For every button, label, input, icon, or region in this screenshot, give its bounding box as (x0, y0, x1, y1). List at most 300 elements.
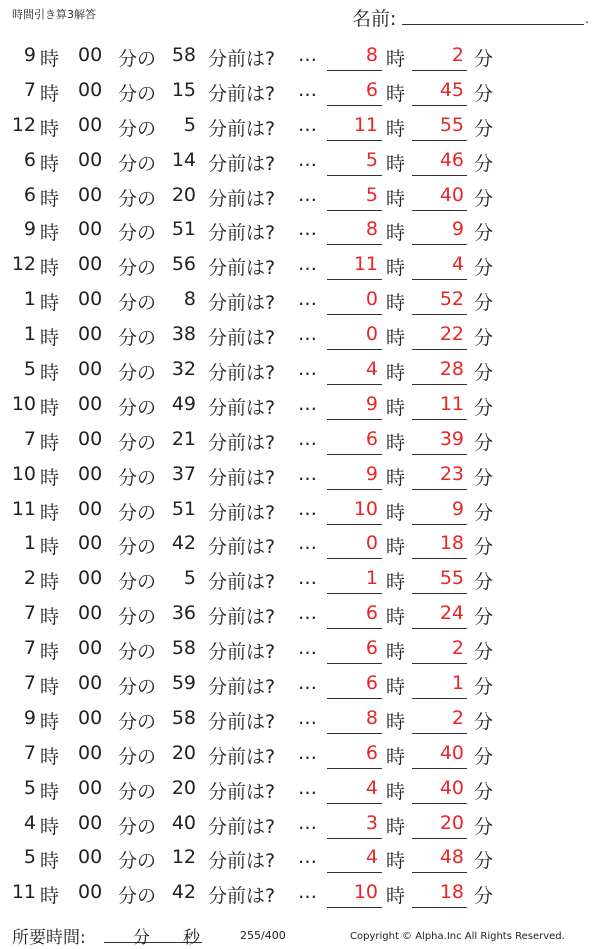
before-question-label: 分前は? (208, 710, 276, 733)
problem-row (0, 179, 600, 214)
answer-hour-underline (327, 733, 382, 734)
answer-minute-unit-label: 分 (474, 431, 494, 454)
before-question-label: 分前は? (208, 780, 276, 803)
minute-of-label: 分の (118, 82, 157, 105)
answer-hour: 10 (353, 497, 378, 520)
answer-hour: 10 (353, 881, 378, 904)
start-hour: 9 (23, 706, 36, 729)
start-hour: 7 (23, 741, 36, 764)
answer-hour-underline (327, 175, 382, 176)
answer-hour: 9 (365, 392, 378, 415)
answer-minute: 2 (451, 44, 464, 66)
before-question-label: 分前は? (208, 362, 276, 385)
answer-minute-unit-label: 分 (474, 885, 494, 908)
answer-hour-unit-label: 時 (386, 187, 406, 210)
minute-of-label: 分の (118, 48, 157, 70)
answer-hour-unit-label: 時 (386, 780, 406, 803)
answer-minute-underline (412, 628, 467, 629)
start-minutes: 00 (78, 392, 103, 415)
answer-hour-underline (327, 210, 382, 211)
start-minutes: 00 (78, 602, 103, 625)
start-hour: 5 (23, 358, 36, 381)
time-minute-label: 分 (133, 928, 150, 948)
answer-hour: 8 (365, 218, 378, 241)
answer-minute: 40 (439, 776, 464, 799)
answer-minute: 55 (439, 567, 464, 590)
answer-minute: 20 (439, 811, 464, 834)
ellipsis-label: … (298, 113, 317, 136)
ellipsis-label: … (298, 811, 317, 834)
start-minutes: 00 (78, 462, 103, 485)
minutes-before: 5 (183, 113, 196, 136)
before-question-label: 分前は? (208, 850, 276, 873)
start-minutes: 00 (78, 672, 103, 695)
start-minutes: 00 (78, 78, 103, 101)
answer-hour-unit-label: 時 (386, 257, 406, 280)
ellipsis-label: … (298, 567, 317, 590)
answer-hour-underline (327, 489, 382, 490)
ellipsis-label: … (298, 148, 317, 171)
ellipsis-label: … (298, 358, 317, 381)
problem-row (0, 213, 600, 248)
problem-row (0, 39, 600, 74)
start-minutes: 00 (78, 741, 103, 764)
answer-minute: 18 (439, 532, 464, 555)
before-question-label: 分前は? (208, 48, 276, 70)
answer-hour-unit-label: 時 (386, 745, 406, 768)
hour-unit-label: 時 (40, 466, 60, 489)
start-minutes: 00 (78, 497, 103, 520)
minutes-before: 58 (171, 637, 196, 660)
answer-minute: 18 (439, 881, 464, 904)
answer-minute: 52 (439, 288, 464, 311)
start-hour: 1 (23, 532, 36, 555)
answer-hour: 4 (365, 776, 378, 799)
minutes-before: 32 (171, 358, 196, 381)
answer-hour-unit-label: 時 (386, 466, 406, 489)
minutes-before: 51 (171, 218, 196, 241)
start-minutes: 00 (78, 323, 103, 346)
minute-of-label: 分の (118, 745, 157, 768)
minutes-before: 8 (183, 288, 196, 311)
answer-minute: 28 (439, 358, 464, 381)
problem-row (0, 458, 600, 493)
ellipsis-label: … (298, 253, 317, 276)
answer-minute: 45 (439, 78, 464, 101)
before-question-label: 分前は? (208, 396, 276, 419)
answer-hour-underline (327, 349, 382, 350)
answer-minute: 2 (451, 706, 464, 729)
problem-row (0, 527, 600, 562)
answer-hour: 4 (365, 358, 378, 381)
minute-of-label: 分の (118, 466, 157, 489)
problem-row (0, 702, 600, 737)
answer-hour-unit-label: 時 (386, 82, 406, 105)
problem-row (0, 423, 600, 458)
answer-hour: 8 (365, 706, 378, 729)
start-hour: 1 (23, 323, 36, 346)
answer-hour-underline (327, 140, 382, 141)
answer-hour-underline (327, 803, 382, 804)
answer-minute: 22 (439, 323, 464, 346)
answer-hour-underline (327, 70, 382, 71)
minute-of-label: 分の (118, 257, 157, 280)
minute-of-label: 分の (118, 431, 157, 454)
start-hour: 10 (11, 392, 36, 415)
answer-minute-underline (412, 384, 467, 385)
minute-of-label: 分の (118, 501, 157, 524)
start-minutes: 00 (78, 776, 103, 799)
ellipsis-label: … (298, 672, 317, 695)
start-minutes: 00 (78, 218, 103, 241)
hour-unit-label: 時 (40, 117, 60, 140)
answer-hour-underline (327, 907, 382, 908)
before-question-label: 分前は? (208, 536, 276, 559)
minute-of-label: 分の (118, 396, 157, 419)
answer-minute: 46 (439, 148, 464, 171)
start-hour: 6 (23, 148, 36, 171)
problem-row (0, 562, 600, 597)
minute-of-label: 分の (118, 606, 157, 629)
hour-unit-label: 時 (40, 780, 60, 803)
minutes-before: 21 (171, 427, 196, 450)
minutes-before: 20 (171, 741, 196, 764)
hour-unit-label: 時 (40, 327, 60, 350)
answer-minute-unit-label: 分 (474, 466, 494, 489)
problem-row (0, 353, 600, 388)
start-hour: 7 (23, 602, 36, 625)
minute-of-label: 分の (118, 815, 157, 838)
start-hour: 11 (11, 497, 36, 520)
answer-minute-underline (412, 314, 467, 315)
answer-hour: 5 (365, 183, 378, 206)
minute-of-label: 分の (118, 571, 157, 594)
answer-hour-underline (327, 279, 382, 280)
problem-row (0, 632, 600, 667)
answer-minute-unit-label: 分 (474, 850, 494, 873)
hour-unit-label: 時 (40, 362, 60, 385)
answer-minute-underline (412, 210, 467, 211)
before-question-label: 分前は? (208, 431, 276, 454)
answer-hour: 1 (365, 567, 378, 590)
before-question-label: 分前は? (208, 292, 276, 315)
hour-unit-label: 時 (40, 606, 60, 629)
problem-row (0, 318, 600, 353)
answer-hour-underline (327, 663, 382, 664)
ellipsis-label: … (298, 637, 317, 660)
answer-hour: 4 (365, 846, 378, 869)
minutes-before: 38 (171, 323, 196, 346)
minute-of-label: 分の (118, 327, 157, 350)
minutes-before: 37 (171, 462, 196, 485)
hour-unit-label: 時 (40, 885, 60, 908)
answer-hour: 0 (365, 288, 378, 311)
problem-row (0, 667, 600, 702)
hour-unit-label: 時 (40, 815, 60, 838)
answer-minute: 48 (439, 846, 464, 869)
answer-hour-unit-label: 時 (386, 641, 406, 664)
answer-minute-underline (412, 279, 467, 280)
minutes-before: 20 (171, 183, 196, 206)
answer-minute-unit-label: 分 (474, 396, 494, 419)
problem-row (0, 876, 600, 911)
answer-minute-unit-label: 分 (474, 780, 494, 803)
start-minutes: 00 (78, 288, 103, 311)
minute-of-label: 分の (118, 641, 157, 664)
answer-minute: 40 (439, 741, 464, 764)
name-end-dot: . (585, 12, 589, 26)
minutes-before: 36 (171, 602, 196, 625)
minute-of-label: 分の (118, 117, 157, 140)
answer-minute-unit-label: 分 (474, 257, 494, 280)
start-minutes: 00 (78, 567, 103, 590)
hour-unit-label: 時 (40, 676, 60, 699)
start-hour: 5 (23, 846, 36, 869)
hour-unit-label: 時 (40, 745, 60, 768)
answer-hour-unit-label: 時 (386, 362, 406, 385)
answer-hour: 6 (365, 741, 378, 764)
answer-hour-unit-label: 時 (386, 222, 406, 245)
name-field (352, 4, 592, 28)
answer-minute-unit-label: 分 (474, 536, 494, 559)
answer-hour-unit-label: 時 (386, 327, 406, 350)
answer-minute-underline (412, 593, 467, 594)
hour-unit-label: 時 (40, 501, 60, 524)
minute-of-label: 分の (118, 536, 157, 559)
start-minutes: 00 (78, 44, 103, 66)
problem-row (0, 109, 600, 144)
answer-hour-unit-label: 時 (386, 885, 406, 908)
ellipsis-label: … (298, 881, 317, 904)
answer-minute: 9 (451, 497, 464, 520)
minutes-before: 58 (171, 706, 196, 729)
start-minutes: 00 (78, 811, 103, 834)
answer-minute-underline (412, 872, 467, 873)
answer-minute-unit-label: 分 (474, 222, 494, 245)
hour-unit-label: 時 (40, 187, 60, 210)
minutes-before: 56 (171, 253, 196, 276)
before-question-label: 分前は? (208, 327, 276, 350)
before-question-label: 分前は? (208, 187, 276, 210)
answer-minute-unit-label: 分 (474, 745, 494, 768)
before-question-label: 分前は? (208, 466, 276, 489)
start-minutes: 00 (78, 148, 103, 171)
answer-minute-underline (412, 524, 467, 525)
hour-unit-label: 時 (40, 82, 60, 105)
answer-minute: 1 (451, 672, 464, 695)
answer-hour-underline (327, 628, 382, 629)
ellipsis-label: … (298, 323, 317, 346)
answer-minute-underline (412, 70, 467, 71)
start-hour: 7 (23, 78, 36, 101)
hour-unit-label: 時 (40, 571, 60, 594)
hour-unit-label: 時 (40, 152, 60, 175)
answer-minute: 9 (451, 218, 464, 241)
ellipsis-label: … (298, 846, 317, 869)
problem-row (0, 283, 600, 318)
ellipsis-label: … (298, 288, 317, 311)
minutes-before: 42 (171, 881, 196, 904)
answer-hour: 3 (365, 811, 378, 834)
answer-hour-unit-label: 時 (386, 815, 406, 838)
hour-unit-label: 時 (40, 48, 60, 70)
answer-minute-unit-label: 分 (474, 815, 494, 838)
minute-of-label: 分の (118, 850, 157, 873)
problem-list (0, 39, 600, 911)
answer-hour-unit-label: 時 (386, 152, 406, 175)
answer-minute-unit-label: 分 (474, 501, 494, 524)
answer-minute-underline (412, 454, 467, 455)
minute-of-label: 分の (118, 885, 157, 908)
answer-minute-unit-label: 分 (474, 82, 494, 105)
before-question-label: 分前は? (208, 117, 276, 140)
answer-minute-underline (412, 244, 467, 245)
answer-minute-unit-label: 分 (474, 48, 494, 70)
before-question-label: 分前は? (208, 82, 276, 105)
answer-minute-unit-label: 分 (474, 606, 494, 629)
answer-hour-unit-label: 時 (386, 710, 406, 733)
problem-row (0, 248, 600, 283)
problem-row (0, 74, 600, 109)
answer-hour: 9 (365, 462, 378, 485)
answer-hour-unit-label: 時 (386, 117, 406, 140)
problem-row (0, 388, 600, 423)
before-question-label: 分前は? (208, 885, 276, 908)
before-question-label: 分前は? (208, 571, 276, 594)
minute-of-label: 分の (118, 222, 157, 245)
minutes-before: 51 (171, 497, 196, 520)
before-question-label: 分前は? (208, 257, 276, 280)
answer-minute: 24 (439, 602, 464, 625)
start-minutes: 00 (78, 113, 103, 136)
answer-hour-unit-label: 時 (386, 536, 406, 559)
answer-hour-underline (327, 314, 382, 315)
answer-hour-unit-label: 時 (386, 501, 406, 524)
answer-minute-underline (412, 419, 467, 420)
answer-hour-underline (327, 419, 382, 420)
answer-minute-underline (412, 175, 467, 176)
answer-minute-underline (412, 349, 467, 350)
before-question-label: 分前は? (208, 641, 276, 664)
before-question-label: 分前は? (208, 815, 276, 838)
answer-hour: 0 (365, 323, 378, 346)
minute-of-label: 分の (118, 710, 157, 733)
name-label: 名前: (352, 8, 397, 30)
answer-minute-underline (412, 140, 467, 141)
answer-minute-underline (412, 105, 467, 106)
start-hour: 2 (23, 567, 36, 590)
answer-hour-underline (327, 593, 382, 594)
answer-minute-underline (412, 803, 467, 804)
answer-hour-underline (327, 105, 382, 106)
answer-minute-underline (412, 907, 467, 908)
answer-hour-underline (327, 768, 382, 769)
minutes-before: 42 (171, 532, 196, 555)
start-minutes: 00 (78, 637, 103, 660)
before-question-label: 分前は? (208, 606, 276, 629)
answer-hour: 0 (365, 532, 378, 555)
copyright-notice: Copyright © Alpha.Inc All Rights Reserved. (350, 931, 565, 942)
hour-unit-label: 時 (40, 850, 60, 873)
ellipsis-label: … (298, 218, 317, 241)
answer-hour-unit-label: 時 (386, 396, 406, 419)
answer-hour-unit-label: 時 (386, 850, 406, 873)
answer-minute-unit-label: 分 (474, 152, 494, 175)
answer-hour-underline (327, 524, 382, 525)
start-hour: 5 (23, 776, 36, 799)
hour-unit-label: 時 (40, 292, 60, 315)
start-hour: 12 (11, 253, 36, 276)
problem-row (0, 772, 600, 807)
answer-minute-unit-label: 分 (474, 117, 494, 140)
answer-minute: 23 (439, 462, 464, 485)
answer-hour: 6 (365, 672, 378, 695)
ellipsis-label: … (298, 427, 317, 450)
start-hour: 4 (23, 811, 36, 834)
start-hour: 12 (11, 113, 36, 136)
hour-unit-label: 時 (40, 536, 60, 559)
answer-minute-underline (412, 558, 467, 559)
ellipsis-label: … (298, 741, 317, 764)
ellipsis-label: … (298, 183, 317, 206)
minutes-before: 49 (171, 392, 196, 415)
minutes-before: 12 (171, 846, 196, 869)
answer-hour: 11 (353, 253, 378, 276)
ellipsis-label: … (298, 78, 317, 101)
start-hour: 9 (23, 44, 36, 66)
problem-row (0, 597, 600, 632)
minute-of-label: 分の (118, 187, 157, 210)
answer-hour-underline (327, 454, 382, 455)
problem-row (0, 841, 600, 876)
hour-unit-label: 時 (40, 257, 60, 280)
start-minutes: 00 (78, 846, 103, 869)
answer-hour-unit-label: 時 (386, 606, 406, 629)
minute-of-label: 分の (118, 676, 157, 699)
start-minutes: 00 (78, 427, 103, 450)
answer-minute-underline (412, 663, 467, 664)
answer-minute-underline (412, 489, 467, 490)
before-question-label: 分前は? (208, 745, 276, 768)
answer-hour: 11 (353, 113, 378, 136)
ellipsis-label: … (298, 44, 317, 66)
before-question-label: 分前は? (208, 222, 276, 245)
before-question-label: 分前は? (208, 152, 276, 175)
answer-minute: 39 (439, 427, 464, 450)
answer-hour-unit-label: 時 (386, 431, 406, 454)
start-hour: 7 (23, 427, 36, 450)
minutes-before: 59 (171, 672, 196, 695)
answer-minute: 2 (451, 637, 464, 660)
answer-minute-unit-label: 分 (474, 362, 494, 385)
ellipsis-label: … (298, 776, 317, 799)
hour-unit-label: 時 (40, 396, 60, 419)
answer-hour: 6 (365, 637, 378, 660)
answer-hour: 6 (365, 602, 378, 625)
answer-minute-underline (412, 733, 467, 734)
ellipsis-label: … (298, 532, 317, 555)
start-minutes: 00 (78, 253, 103, 276)
start-hour: 11 (11, 881, 36, 904)
page-number: 255/400 (240, 929, 286, 942)
answer-minute: 55 (439, 113, 464, 136)
start-minutes: 00 (78, 706, 103, 729)
answer-minute-unit-label: 分 (474, 571, 494, 594)
minute-of-label: 分の (118, 292, 157, 315)
answer-hour-unit-label: 時 (386, 676, 406, 699)
answer-hour-unit-label: 時 (386, 48, 406, 70)
ellipsis-label: … (298, 706, 317, 729)
